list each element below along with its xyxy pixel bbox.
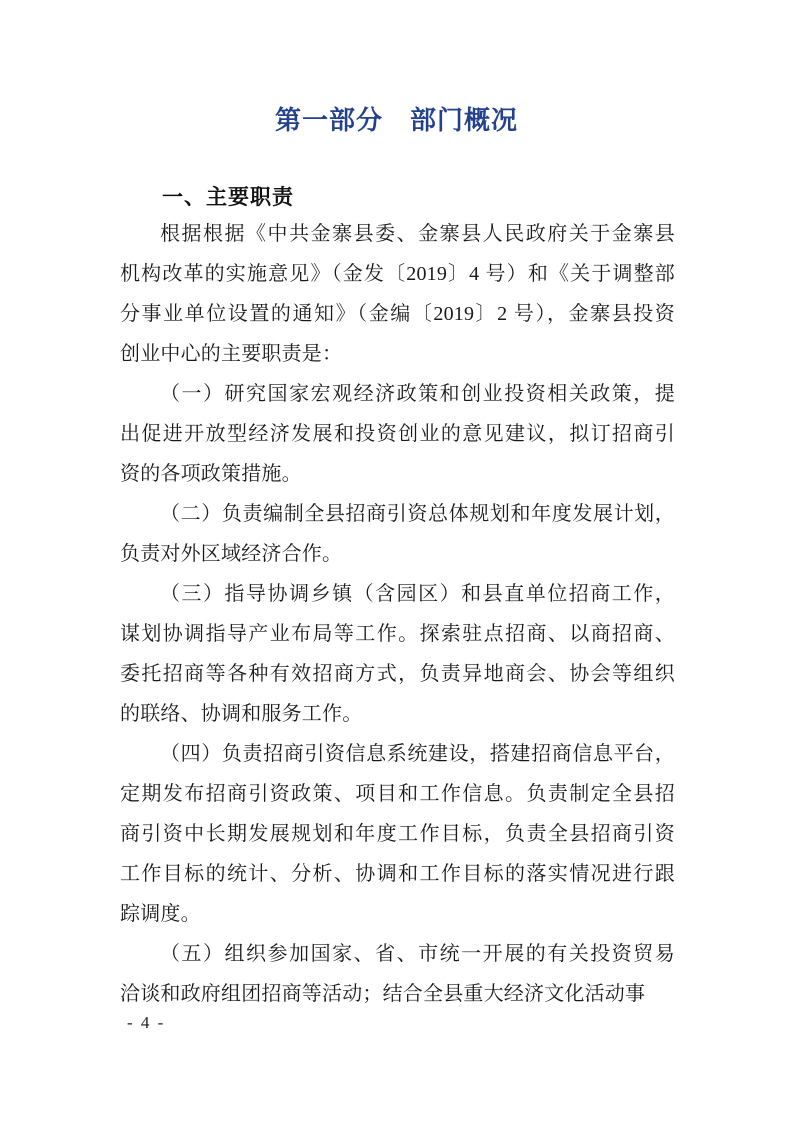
text-line: （一）研究国家宏观经济政策和创业投资相关政策，提 (160, 383, 675, 405)
paragraphs (120, 214, 675, 1014)
doc-title: 第一部分 部门概况 (274, 105, 518, 135)
text-line: 委托招商等各种有效招商方式，负责异地商会、协会等组织 (120, 663, 675, 685)
text-line: 负责对外区域经济合作。 (120, 543, 343, 565)
text-line: 洽谈和政府组团招商等活动；结合全县重大经济文化活动事 (120, 983, 646, 1005)
text-line: 创业中心的主要职责是： (120, 343, 343, 365)
text-line: 商引资中长期发展规划和年度工作目标，负责全县招商引资 (120, 823, 675, 845)
text-line: 工作目标的统计、分析、协调和工作目标的落实情况进行跟 (120, 863, 675, 885)
text-line: 定期发布招商引资政策、项目和工作信息。负责制定全县招 (120, 783, 675, 805)
text-line: （四）负责招商引资信息系统建设，搭建招商信息平台， (160, 743, 675, 765)
page-number: - 4 - (127, 1013, 166, 1032)
text-line: （三）指导协调乡镇（含园区）和县直单位招商工作， (160, 583, 675, 605)
text-line: 的联络、协调和服务工作。 (120, 703, 363, 725)
section-heading: 一、主要职责 (162, 186, 294, 209)
text-line: 机构改革的实施意见》（金发〔2019〕4 号）和《关于调整部 (120, 263, 675, 285)
text-line: （二）负责编制全县招商引资总体规划和年度发展计划， (160, 503, 675, 525)
text-line: 根据根据《中共金寨县委、金寨县人民政府关于金寨县 (160, 223, 675, 245)
text-line: 谋划协调指导产业布局等工作。探索驻点招商、以商招商、 (120, 623, 675, 645)
text-line: 出促进开放型经济发展和投资创业的意见建议，拟订招商引 (120, 423, 675, 445)
text-line: （五）组织参加国家、省、市统一开展的有关投资贸易 (160, 943, 675, 965)
text-line: 资的各项政策措施。 (120, 463, 302, 485)
text-line: 踪调度。 (120, 903, 201, 925)
text-line: 分事业单位设置的通知》（金编〔2019〕2 号），金寨县投资 (120, 303, 675, 325)
